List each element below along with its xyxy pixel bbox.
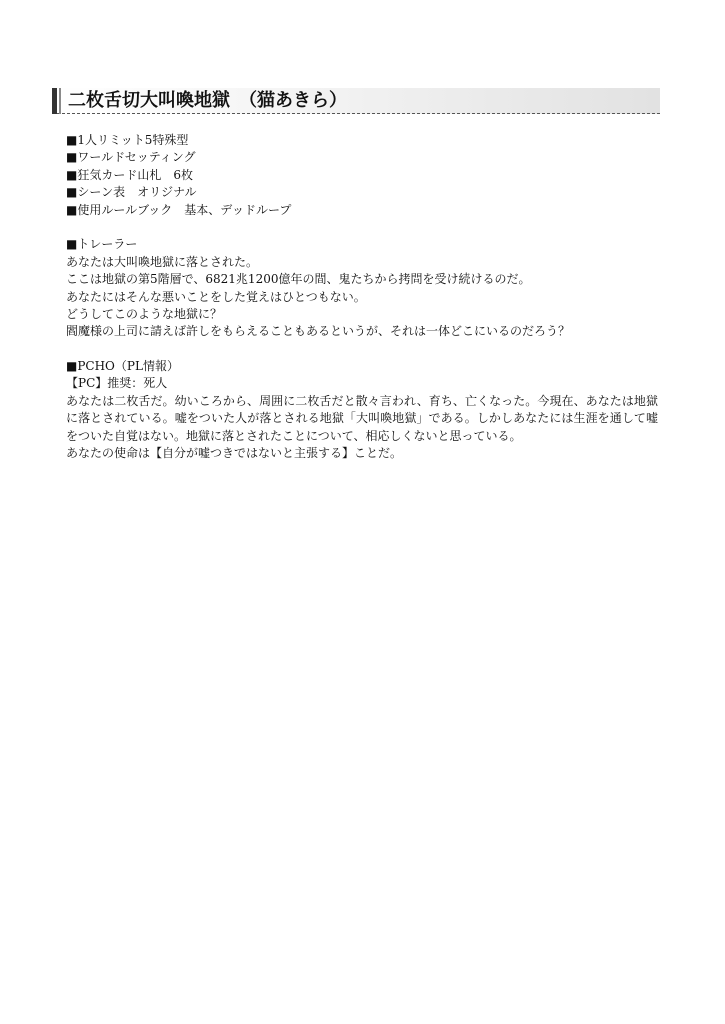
overview-item-world-setting: ■ワールドセッティング [66, 150, 196, 165]
title-accent-line [59, 88, 61, 114]
overview-item-scene-table: ■シーン表 オリジナル [66, 185, 197, 200]
overview-item-limit: ■1人リミット5特殊型 [66, 133, 189, 147]
overview-item-rulebook: ■使用ルールブック 基本、デッドループ [66, 202, 292, 217]
pcho-body: あなたは二枚舌だ。幼いころから、周囲に二枚舌だと散々言われ、育ち、亡くなった。今現在、あなたは地獄に落とされている。嘘をついた人が落とされる地獄「大叫喚地獄」である。しかしあなたには生涯を通して嘘をついた自覚はない。地獄に落とされたことについて、相応しくないと思っている。 [66, 393, 658, 443]
trailer-section [66, 236, 666, 340]
trailer-line: ここは地獄の第5階層で、6821兆1200億年の間、鬼たちから拷問を受け続けるのだ。 [66, 272, 531, 287]
spacer [66, 341, 666, 358]
pcho-mission: あなたの使命は【自分が嘘つきではないと主張する】ことだ。 [66, 446, 403, 461]
pcho-section [66, 358, 666, 462]
document-body [66, 132, 666, 462]
trailer-line: どうしてこのような地獄に？ [66, 306, 223, 321]
spacer [66, 219, 666, 236]
trailer-line: あなたは大叫喚地獄に落とされた。 [66, 254, 259, 269]
trailer-heading: ■トレーラー [66, 237, 138, 252]
trailer-line: あなたにはそんな悪いことをした覚えはひとつもない。 [66, 289, 366, 304]
title-accent-bar [52, 88, 57, 114]
pcho-recommended-pc: 【PC】推奨：死人 [66, 376, 168, 391]
trailer-line: 閻魔様の上司に請えば許しをもらえることもあるというが、それは一体どこにいるのだろう？ [66, 324, 571, 339]
title-bar [52, 88, 660, 114]
pcho-heading: ■PCHO（PL情報） [66, 359, 179, 374]
overview-item-madness-cards: ■狂気カード山札 6枚 [66, 167, 193, 182]
page-title: 二枚舌切大叫喚地獄 （猫あきら） [68, 90, 347, 111]
overview-section [66, 132, 666, 219]
